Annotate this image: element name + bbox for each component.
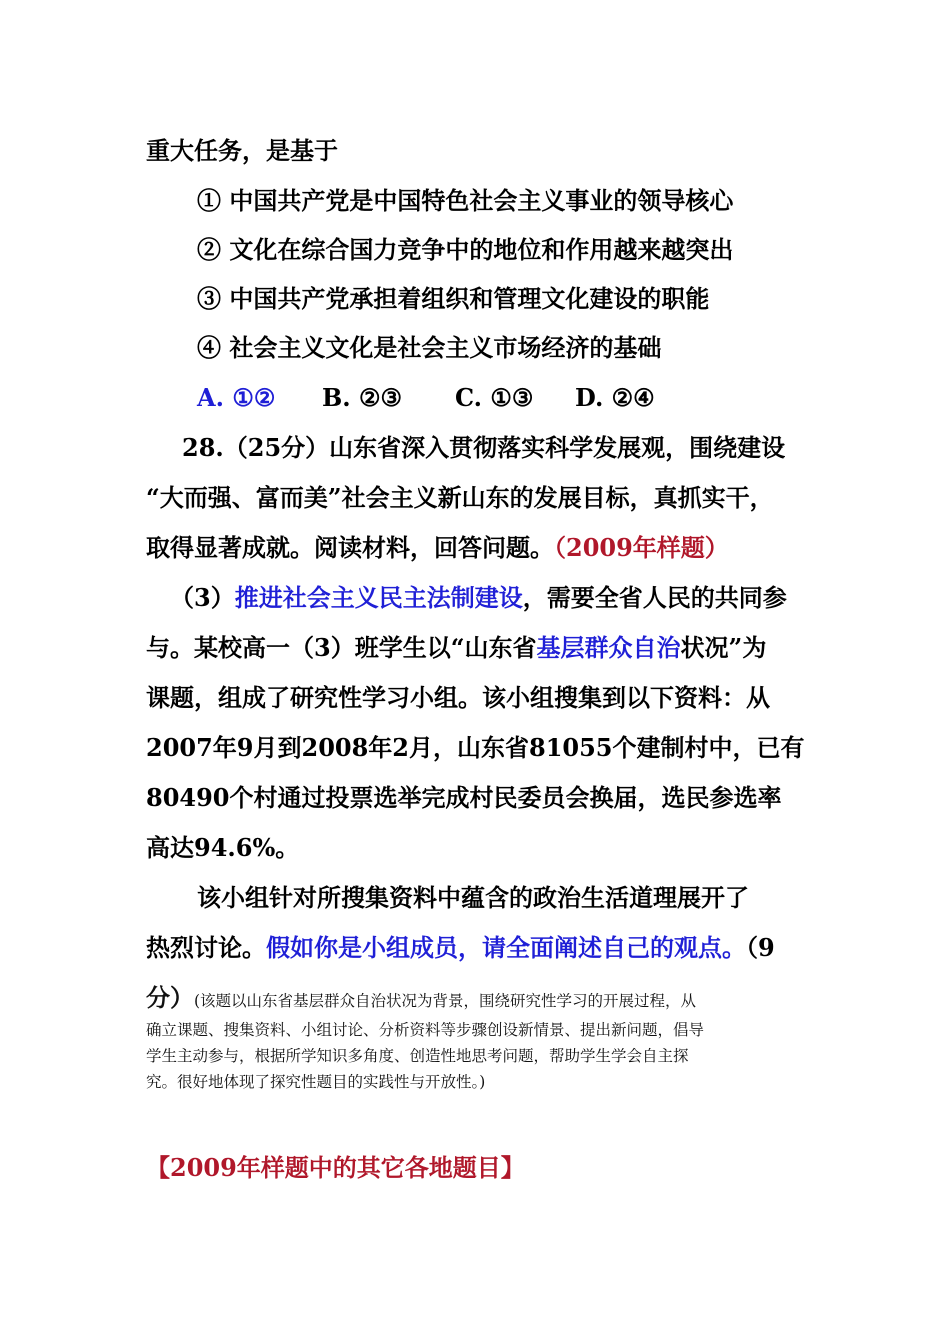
q28-intro-line-1: 28.（25分）山东省深入贯彻落实科学发展观，围绕建设 — [182, 433, 786, 462]
part3-keyword: 基层群众自治 — [536, 633, 681, 662]
stem-tail: 重大任务，是基于 — [146, 136, 338, 165]
statement-2: ② 文化在综合国力竞争中的地位和作用越来越突出 — [197, 235, 734, 264]
commentary-line-2: 确立课题、搜集资料、小组讨论、分析资料等步骤创设新情景、提出新问题，倡导 — [146, 1021, 705, 1039]
commentary-line-4: 究。很好地体现了探究性题目的实践性与开放性。) — [146, 1073, 486, 1091]
q28-intro-line-2: “大而强、富而美”社会主义新山东的发展目标，真抓实干， — [146, 483, 774, 512]
statement-3: ③ 中国共产党承担着组织和管理文化建设的职能 — [197, 284, 710, 313]
commentary-line-3: 学生主动参与，根据所学知识多角度、创造性地思考问题，帮助学生学会自主探 — [146, 1047, 689, 1065]
commentary-line-1: (该题以山东省基层群众自治状况为背景，围绕研究性学习的开展过程，从 — [194, 992, 697, 1010]
part3-line-4: 2007年9月到2008年2月，山东省81055个建制村中，已有 — [146, 733, 805, 762]
discussion-line-2-prefix: 热烈讨论。 — [146, 933, 266, 962]
discussion-line-1: 该小组针对所搜集资料中蕴含的政治生活道理展开了 — [197, 883, 749, 912]
part3-label: （3） — [170, 583, 235, 612]
part3-line-1-suffix: ，需要全省人民的共同参 — [522, 583, 787, 612]
answer-options — [197, 383, 655, 413]
part3-topic: 推进社会主义民主法制建设 — [234, 583, 523, 612]
option-d: D. ②④ — [575, 383, 655, 412]
part3-line-1 — [170, 583, 787, 613]
part3-line-2-prefix: 与。某校高一（3）班学生以“山东省 — [146, 633, 537, 662]
option-a: A. ①② — [197, 383, 276, 412]
statement-1: ① 中国共产党是中国特色社会主义事业的领导核心 — [197, 186, 734, 215]
part3-line-5: 80490个村通过投票选举完成村民委员会换届，选民参选率 — [146, 783, 782, 812]
option-c: C. ①③ — [455, 383, 534, 412]
q28-intro-last: 取得显著成就。阅读材料，回答问题。 — [146, 533, 554, 562]
q28-intro-line-3 — [146, 533, 729, 563]
discussion-line-2-suffix: （9 — [746, 933, 775, 962]
source-tag: （2009年样题） — [554, 533, 729, 562]
discussion-line-2 — [146, 933, 775, 963]
part3-line-3: 课题，组成了研究性学习小组。该小组搜集到以下资料：从 — [146, 683, 770, 712]
option-b: B. ②③ — [322, 383, 403, 412]
section-heading: 【2009年样题中的其它各地题目】 — [146, 1153, 525, 1182]
points-label: 分） — [146, 983, 194, 1012]
discussion-prompt: 假如你是小组成员，请全面阐述自己的观点。 — [266, 933, 746, 962]
statement-4: ④ 社会主义文化是社会主义市场经济的基础 — [197, 333, 662, 362]
discussion-line-3 — [146, 983, 696, 1016]
part3-line-6: 高达94.6%。 — [146, 833, 300, 862]
part3-line-2-suffix: 状况”为 — [680, 633, 767, 662]
part3-line-2 — [146, 633, 766, 663]
